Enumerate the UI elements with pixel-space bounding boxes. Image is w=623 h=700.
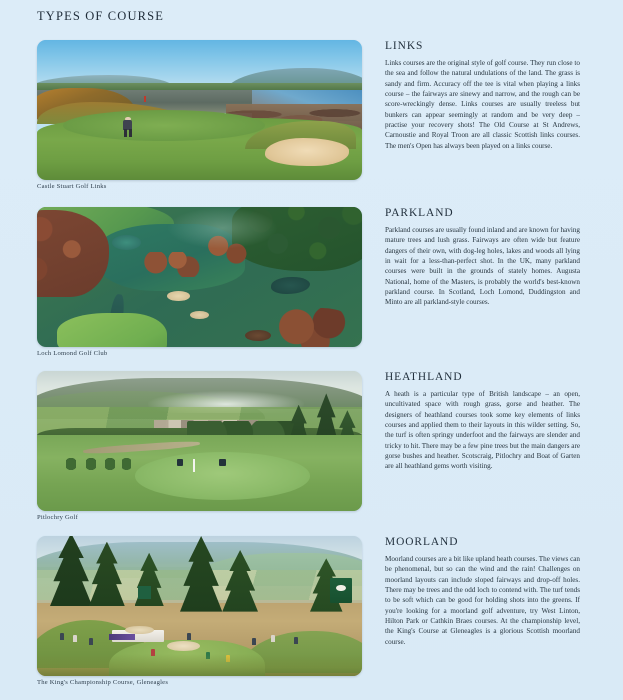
putting-green xyxy=(63,110,265,141)
section-body-parkland: Parkland courses are usually found inland and are known for having mature trees and lush grass. Fairways are often wide but feature dangers of their own, with dog-leg holes, lakes and woods all lying in wait for a less-than-perfect shot. In the UK, many parkland courses were built in the grounds of stately homes. Augusta National, home of the Masters, is probably the world's best-known parkland course. In Scotland, Loch Lomond, Duddingston and Minto are all parkland-style courses. xyxy=(385,226,580,307)
bunker-a xyxy=(167,291,190,301)
spectator-7 xyxy=(252,638,256,645)
section-body-heathland: A heath is a particular type of British landscape – an open, uncultivated space with rough grass, gorse and heather. The designers of heathland courses took some key elements of links courses and applied them to their layouts in this wilder setting. So, the turf is often springy underfoot and the fairways are slender and tricky to hit. There may be a few pine trees but the main dangers are gorse bushes and heather. Scotscraig, Pitlochry and Boat of Garten are all heathland gems worth visiting. xyxy=(385,390,580,471)
figure-gleneagles xyxy=(37,536,362,686)
small-tree-3 xyxy=(105,458,115,475)
bunker-b xyxy=(190,311,210,319)
bunker-lower xyxy=(167,641,200,651)
bunker-c xyxy=(245,330,271,341)
photo-pitlochry-golf xyxy=(37,371,362,511)
golf-bag-left xyxy=(177,459,184,466)
section-body-links: Links courses are the original style of golf course. They run close to the sea and follow the natural undulations of the land. The grass is sandy and firm. Accuracy off the tee is vital when playing a links course – the fairways are sinewy and narrow, and the rough can be score-wreckingly dense. Links courses are usually treeless but bunkers can appear seemingly at random and be very deep – practise your recovery shots! The Old Course at St Andrews, Carnoustie and Royal Troon are all classic Scottish links courses. The men's Open has always been played on a links course. xyxy=(385,59,580,150)
photo-caption: The King's Championship Course, Gleneagles xyxy=(37,679,169,686)
photo-kings-championship-course-gleneagles xyxy=(37,536,362,676)
heather-foreground xyxy=(37,654,362,676)
spectator-10 xyxy=(187,633,191,640)
spectator-8 xyxy=(271,635,275,642)
tree-copse-centre xyxy=(141,252,200,277)
text-column-heathland xyxy=(385,371,580,472)
pond-lower xyxy=(271,277,310,294)
text-column-links xyxy=(385,40,580,151)
photo-caption: Castle Stuart Golf Links xyxy=(37,183,107,190)
section-heading-links: LINKS xyxy=(385,40,424,52)
page-title: TYPES OF COURSE xyxy=(37,9,164,23)
bunker-upper xyxy=(125,626,154,634)
sand-bunker xyxy=(265,138,350,166)
spectator-2 xyxy=(73,635,77,642)
spectator-1 xyxy=(60,633,64,640)
small-tree-4 xyxy=(122,458,132,475)
text-column-parkland xyxy=(385,207,580,308)
spectator-9 xyxy=(294,637,298,644)
golf-bag-right xyxy=(219,459,226,466)
spectator-3 xyxy=(89,638,93,645)
golfer-leg-left xyxy=(124,129,127,137)
flagstick-icon xyxy=(193,459,195,472)
fairway-foreground xyxy=(57,313,168,347)
section-heading-moorland: MOORLAND xyxy=(385,536,459,548)
flag-icon xyxy=(144,96,146,102)
figure-castle-stuart xyxy=(37,40,362,190)
section-body-moorland: Moorland courses are a bit like upland heath courses. The views can be phenomenal, but so can the wind and the rain! Challenges on moorland layouts can include sloped fairways and drop-off holes. There may be trees and the odd loch to contend with. The turf tends to be soft which can be good for holding shots into the greens. If you're looking for a moorland golf adventure, try West Linton, Hilton Park or Cathkin Braes courses. At the championship level, the King's Course at Gleneagles is a glorious Scottish moorland course. xyxy=(385,555,580,646)
golfer-leg-right xyxy=(129,129,132,137)
figure-loch-lomond xyxy=(37,207,362,357)
section-heading-parkland: PARKLAND xyxy=(385,207,454,219)
mist-haze xyxy=(167,207,278,249)
small-tree-1 xyxy=(66,458,76,475)
sponsor-banner xyxy=(109,634,135,640)
scoreboard-sign xyxy=(330,578,353,603)
tree-copse-bottom-right xyxy=(271,308,356,347)
photo-caption: Loch Lomond Golf Club xyxy=(37,350,108,357)
small-tree-2 xyxy=(86,458,96,475)
photo-castle-stuart-golf-links xyxy=(37,40,362,180)
course-banner xyxy=(138,586,151,599)
figure-pitlochry xyxy=(37,371,362,521)
text-column-moorland xyxy=(385,536,580,647)
photo-loch-lomond-golf-club xyxy=(37,207,362,347)
photo-caption: Pitlochry Golf xyxy=(37,514,78,521)
section-heading-heathland: HEATHLAND xyxy=(385,371,463,383)
